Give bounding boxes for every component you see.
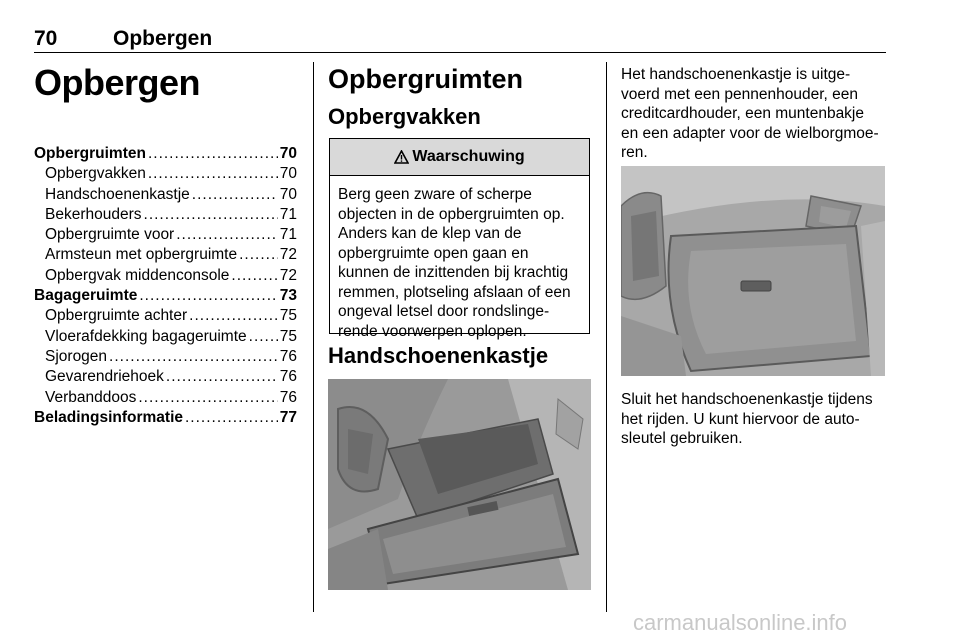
toc-page-number: 72: [279, 266, 297, 284]
column-divider-1: [313, 62, 314, 612]
paragraph-line: voerd met een pennenhouder, een: [621, 85, 858, 103]
toc-label: Armsteun met opbergruimte: [45, 246, 238, 264]
warning-line: rende voorwerpen oplopen.: [338, 322, 527, 340]
toc-leader-dots: [166, 367, 278, 387]
toc-leader-dots: [148, 144, 278, 164]
watermark: carmanualsonline.info: [633, 610, 848, 635]
toc-page-number: 71: [279, 205, 297, 223]
toc-label: Sjorogen: [45, 347, 108, 365]
toc-entry[interactable]: [34, 286, 297, 306]
paragraph-line: sleutel gebruiken.: [621, 430, 743, 447]
toc-leader-dots: [192, 185, 278, 205]
warning-line: Anders kan de klep van de: [338, 225, 522, 242]
toc-page-number: 70: [279, 165, 297, 183]
toc-page-number: 77: [279, 408, 297, 426]
glovebox-open-illustration: [328, 379, 591, 590]
paragraph-line: het rijden. U kunt hiervoor de auto-: [621, 410, 860, 428]
toc-leader-dots: [139, 286, 277, 306]
glovebox-closed-illustration: [621, 166, 885, 376]
toc-entry[interactable]: [34, 225, 297, 245]
toc-entry[interactable]: [34, 408, 297, 428]
toc-page-number: 73: [279, 287, 297, 305]
running-header: Opbergen: [113, 27, 213, 50]
toc-leader-dots: [148, 164, 278, 184]
toc-page-number: 76: [279, 388, 297, 406]
toc-page-number: 76: [279, 368, 297, 386]
toc-page-number: 76: [279, 347, 297, 365]
paragraph-line: en een adapter voor de wielborgmoe-: [621, 124, 879, 142]
warning-text: [330, 176, 589, 341]
toc-leader-dots: [109, 347, 278, 367]
toc-label: Opbergruimte voor: [45, 226, 175, 244]
header-rule: [34, 52, 886, 53]
warning-line: Berg geen zware of scherpe: [338, 186, 532, 203]
toc-leader-dots: [189, 306, 278, 326]
toc-label: Gevarendriehoek: [45, 368, 164, 386]
column-divider-2: [606, 62, 607, 612]
toc-label: Opbergvak middenconsole: [45, 266, 230, 284]
warning-line: objecten in de opbergruimten op.: [338, 205, 565, 223]
toc-page-number: 70: [279, 145, 297, 162]
warning-line: opbergruimte open gaan en: [338, 244, 529, 262]
toc-label: Handschoenenkastje: [45, 185, 190, 203]
paragraph-line: creditcardhouder, een muntenbakje: [621, 105, 864, 122]
warning-triangle-icon: [394, 150, 409, 164]
closing-instruction: [621, 390, 891, 449]
toc-leader-dots: [249, 327, 278, 347]
toc-entry[interactable]: [34, 388, 297, 408]
toc-leader-dots: [239, 245, 278, 265]
toc-page-number: 71: [279, 226, 297, 244]
toc-label: Opbergruimten: [34, 145, 146, 162]
toc-entry[interactable]: [34, 205, 297, 225]
warning-line: kunnen de inzittenden bij krachtig: [338, 264, 569, 281]
warning-line: ongeval letsel door rondslinge-: [338, 303, 550, 320]
toc-label: Beladingsinformatie: [34, 408, 183, 426]
toc-entry[interactable]: [34, 245, 297, 265]
toc-label: Bekerhouders: [45, 205, 142, 223]
warning-line: remmen, plotseling afslaan of een: [338, 283, 571, 301]
paragraph-line: Sluit het handschoenenkastje tijdens: [621, 391, 873, 408]
paragraph-line: ren.: [621, 144, 648, 161]
toc-leader-dots: [138, 388, 277, 408]
table-of-contents: [34, 144, 297, 428]
toc-page-number: 75: [279, 327, 297, 345]
warning-title: Waarschuwing: [412, 148, 525, 165]
toc-entry[interactable]: [34, 164, 297, 184]
toc-leader-dots: [185, 408, 278, 428]
toc-leader-dots: [176, 225, 278, 245]
toc-entry[interactable]: [34, 306, 297, 326]
subsection-title-glovebox: Handschoenenkastje: [328, 343, 549, 368]
warning-header: [330, 139, 589, 176]
toc-label: Verbanddoos: [45, 388, 137, 406]
paragraph-line: Het handschoenenkastje is uitge-: [621, 66, 851, 83]
toc-entry[interactable]: [34, 347, 297, 367]
toc-leader-dots: [144, 205, 278, 225]
toc-leader-dots: [231, 266, 277, 286]
toc-page-number: 75: [279, 307, 297, 325]
toc-label: Bagageruimte: [34, 287, 138, 305]
toc-entry[interactable]: [34, 185, 297, 205]
warning-box: [329, 138, 590, 340]
page-number: 70: [34, 27, 58, 50]
toc-entry[interactable]: [34, 327, 297, 347]
toc-label: Opbergruimte achter: [45, 307, 188, 325]
toc-entry[interactable]: [34, 367, 297, 387]
toc-entry[interactable]: [34, 266, 297, 286]
chapter-title: Opbergen: [34, 62, 201, 103]
toc-page-number: 72: [279, 246, 297, 264]
toc-label: Vloerafdekking bagageruimte: [45, 327, 247, 345]
glovebox-description: [621, 65, 891, 163]
toc-page-number: 70: [279, 185, 297, 203]
toc-entry[interactable]: [34, 144, 297, 164]
subsection-title: Opbergvakken: [328, 104, 481, 129]
section-title: Opbergruimten: [328, 64, 524, 94]
toc-label: Opbergvakken: [45, 165, 146, 183]
